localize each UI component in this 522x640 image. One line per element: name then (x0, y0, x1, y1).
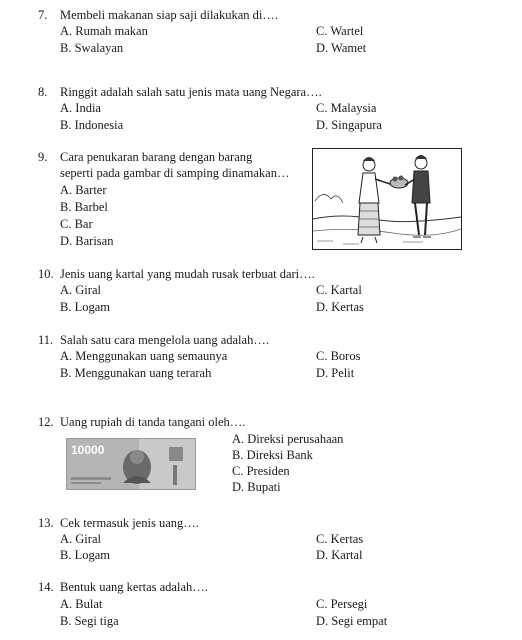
option-c: C. Malaysia (316, 101, 377, 115)
question-stem (38, 150, 252, 165)
option-b: B. Indonesia (60, 118, 124, 132)
option-c: C. Kartal (316, 283, 362, 297)
option-a: A. Menggunakan uang semaunya (60, 349, 228, 363)
option-d: D. Singapura (316, 118, 382, 132)
question-number: 9. (38, 150, 48, 164)
question-stem (38, 580, 208, 595)
option-d: D. Kertas (316, 300, 364, 314)
option-a: A. Giral (60, 283, 101, 297)
option-d: D. Kartal (316, 548, 363, 562)
question-stem (38, 415, 245, 430)
question-text: Membeli makanan siap saji dilakukan di…. (60, 8, 279, 22)
option-a: A. Rumah makan (60, 24, 148, 38)
question-stem (38, 267, 315, 282)
option-b: B. Logam (60, 300, 110, 314)
question-text: Cara penukaran barang dengan barang (60, 150, 253, 164)
option-d: D. Barisan (60, 234, 114, 248)
question-text: Bentuk uang kertas adalah…. (60, 580, 208, 594)
option-a: A. India (60, 101, 101, 115)
option-d: D. Pelit (316, 366, 355, 380)
option-a: A. Barter (60, 183, 107, 197)
option-b: B. Menggunakan uang terarah (60, 366, 212, 380)
question-number: 13. (38, 516, 54, 530)
question-stem (38, 85, 322, 100)
option-a: A. Bulat (60, 597, 103, 611)
question-number: 10. (38, 267, 54, 281)
option-b: B. Barbel (60, 200, 108, 214)
question-number: 7. (38, 8, 48, 22)
option-c: C. Kertas (316, 532, 364, 546)
question-text: Jenis uang kartal yang mudah rusak terbuat dari…. (60, 267, 315, 281)
option-b: B. Swalayan (60, 41, 124, 55)
question-stem (38, 516, 199, 531)
question-stem (38, 8, 278, 23)
banknote-value: 10000 (71, 443, 105, 457)
question-text: Uang rupiah di tanda tangani oleh…. (60, 415, 246, 429)
option-c: C. Wartel (316, 24, 364, 38)
question-number: 8. (38, 85, 48, 99)
option-d: D. Segi empat (316, 614, 388, 628)
question-stem (38, 333, 269, 348)
option-b: B. Segi tiga (60, 614, 119, 628)
option-d: D. Wamet (316, 41, 367, 55)
option-c: C. Bar (60, 217, 93, 231)
option-a: A. Giral (60, 532, 101, 546)
option-b: B. Logam (60, 548, 110, 562)
question-number: 11. (38, 333, 54, 347)
question-text: Salah satu cara mengelola uang adalah…. (60, 333, 269, 347)
question-number: 12. (38, 415, 54, 429)
question-text: Cek termasuk jenis uang…. (60, 516, 199, 530)
banknote-image (66, 438, 196, 490)
barter-drawing (313, 149, 461, 249)
option-b: B. Direksi Bank (232, 448, 313, 462)
question-text-line-2: seperti pada gambar di samping dinamakan… (60, 166, 290, 180)
question-text: Ringgit adalah salah satu jenis mata uang Negara…. (60, 85, 322, 99)
banknote-drawing (67, 439, 195, 489)
barter-illustration (312, 148, 462, 250)
option-d: D. Bupati (232, 480, 281, 494)
option-a: A. Direksi perusahaan (232, 432, 344, 446)
option-c: C. Presiden (232, 464, 290, 478)
question-number: 14. (38, 580, 54, 594)
option-c: C. Persegi (316, 597, 368, 611)
option-c: C. Boros (316, 349, 361, 363)
